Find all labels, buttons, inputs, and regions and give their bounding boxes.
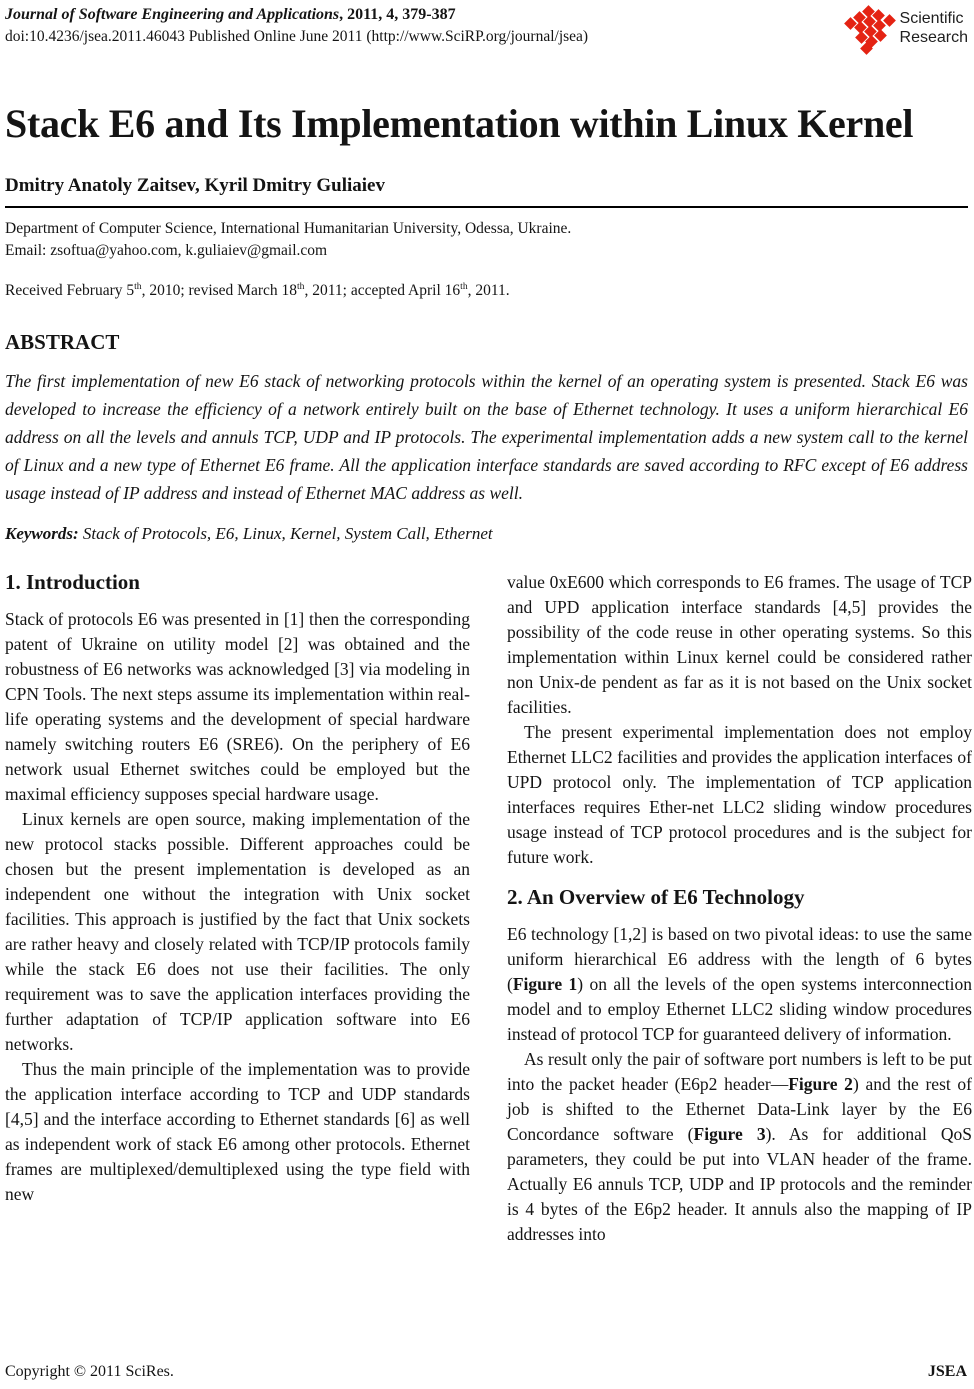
page-footer: [5, 1363, 967, 1381]
doi-line: doi:10.4236/jsea.2011.46043 Published Online June 2011 (http://www.SciRP.org/journal/jsea): [5, 28, 589, 45]
body-paragraph: Thus the main principle of the implementation was to provide the application interface according to TCP and UDP standards [4,5] and the interface according to Ethernet standards [6] as well as independent work of stack E6 among other protocols. Ethernet frames are multiplexed/demultiplexed using the type field with new: [5, 1059, 470, 1204]
red-diamonds-icon: [840, 7, 895, 53]
journal-issue-info: , 2011, 4, 379-387: [339, 6, 456, 23]
keywords-text: Stack of Protocols, E6, Linux, Kernel, System Call, Ethernet: [78, 524, 493, 543]
section-heading: 2. An Overview of E6 Technology: [507, 885, 805, 909]
copyright-notice: Copyright © 2011 SciRes.: [5, 1363, 174, 1380]
right-column: [507, 570, 972, 1247]
abstract-heading: ABSTRACT: [5, 330, 120, 354]
page-header: [5, 6, 968, 53]
logo-text: [900, 9, 968, 47]
email-line: Email: zsoftua@yahoo.com, k.guliaiev@gmail.com: [5, 242, 328, 259]
journal-info: [5, 6, 588, 46]
article-title: Stack E6 and Its Implementation within Linux Kernel: [5, 101, 914, 146]
affiliation-line: Department of Computer Science, International Humanitarian University, Odessa, Ukraine.: [5, 220, 572, 237]
keywords-line: [5, 524, 968, 544]
left-column: [5, 570, 470, 1247]
logo-text-line2: Research: [899, 29, 968, 47]
logo-text-line1: Scientific: [899, 10, 964, 27]
author-divider-rule: [5, 206, 968, 208]
journal-abbreviation: JSEA: [927, 1363, 967, 1380]
body-paragraph: value 0xE600 which corresponds to E6 frames. The usage of TCP and UPD application interface standards [4,5] provides the possibility of the code reuse in other operating systems. So this implementation within Linux kernel could be considered rather non Unix-de pendent as far as it is not based on the Unix socket facilities.: [507, 572, 972, 717]
body-paragraph: Stack of protocols E6 was presented in [1] then the corresponding patent of Ukraine on utility model [2] was obtained and the robustness of E6 networks was acknowledged [3] via modeling in CPN Tools. The next steps assume its implementation within real-life operating systems and the development of special hardware namely switching routers E6 (SRE6). On the periphery of E6 network usual Ethernet switches could be employed but the maximal efficiency supposes special hardware usage.: [5, 609, 470, 804]
journal-citation-line: [5, 6, 588, 24]
body-columns: [5, 570, 973, 1247]
authors-line: Dmitry Anatoly Zaitsev, Kyril Dmitry Guliaiev: [5, 175, 385, 196]
section-heading: 1. Introduction: [5, 570, 140, 594]
keywords-label: Keywords:: [5, 524, 79, 543]
body-paragraph: As result only the pair of software port numbers is left to be put into the packet header (E6p2 header—Figure 2) and the rest of job is shifted to the Ethernet Data-Link layer by the E6 Concordance software (Figure 3). As for additional QoS parameters, they could be put into VLAN header of the frame. Actually E6 annuls TCP, UDP and IP protocols and the reminder is 4 bytes of the E6p2 header. It annuls also the mapping of IP addresses into: [507, 1049, 973, 1244]
received-dates-line: Received February 5th, 2010; revised March 18th, 2011; accepted April 16th, 2011.: [5, 280, 510, 299]
body-paragraph: Linux kernels are open source, making implementation of the new protocol stacks possible. Different approaches could be chosen but the present implementation is developed as an independent one without the integration with Unix socket facilities. This approach is justified by the fact that Unix sockets are rather heavy and closely related with TCP/IP protocols family while the stack E6 does not use their facilities. The only requirement was to save the application interfaces providing the further adaptation of TCP/IP application software into E6 networks.: [5, 809, 470, 1054]
body-paragraph: E6 technology [1,2] is based on two pivotal ideas: to use the same uniform hierarchical E6 address with the length of 6 bytes (Figure 1) on all the levels of the open systems interconnection model and to employ Ethernet LLC2 sliding window procedures instead of protocol TCP for guaranteed delivery of information.: [507, 924, 972, 1044]
body-paragraph: The present experimental implementation does not employ Ethernet LLC2 facilities and provides the application interfaces of UPD protocol only. The implementation of TCP application interfaces requires Ether-net LLC2 sliding window procedures usage instead of TCP protocol procedures and is the subject for future work.: [507, 722, 972, 867]
journal-title: Journal of Software Engineering and Applications: [5, 6, 340, 23]
abstract-text: The first implementation of new E6 stack of networking protocols within the kernel of an operating system is presented. Stack E6 was developed to increase the efficiency of a network entirely built on the base of Ethernet technology. It uses a uniform hierarchical E6 address on all the levels and annuls TCP, UDP and IP protocols. The experimental implementation adds a new system call to the kernel of Linux and a new type of Ethernet E6 frame. All the application interface standards are saved according to RFC except of E6 address usage instead of IP address and instead of Ethernet MAC address as well.: [5, 371, 968, 503]
scientific-research-logo: [840, 7, 968, 53]
